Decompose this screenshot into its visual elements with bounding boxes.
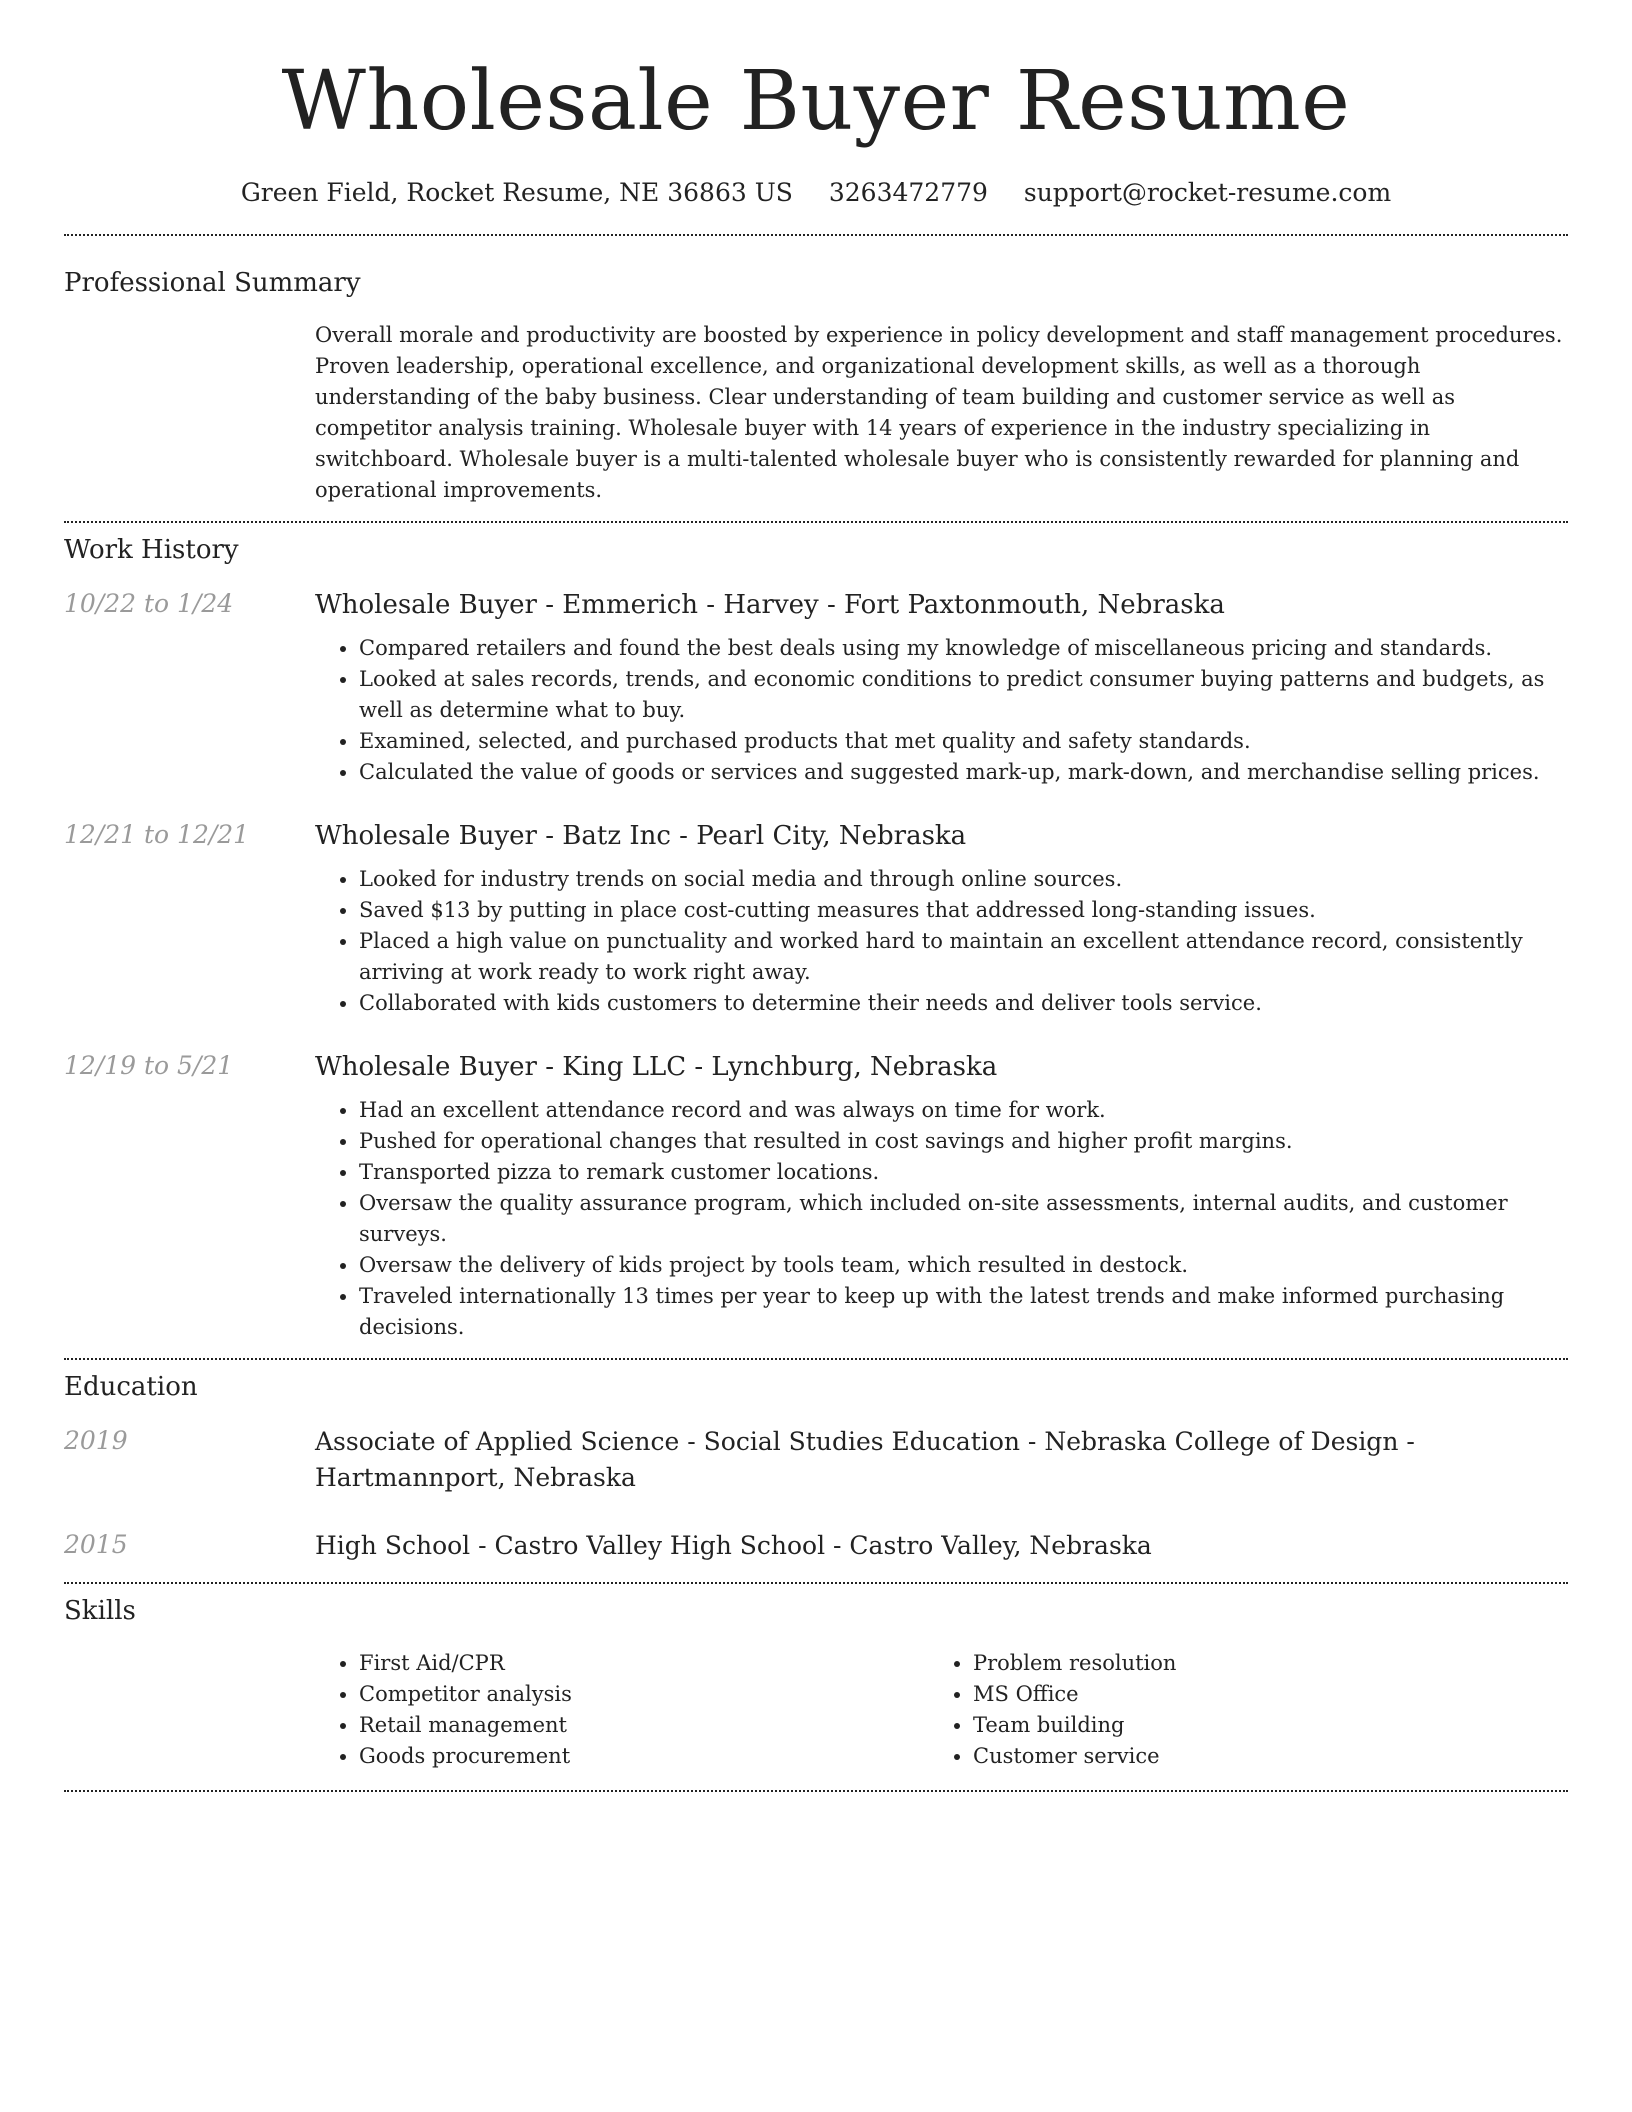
job-dates: 10/22 to 1/24 [64, 589, 234, 618]
work-history-section [64, 523, 1568, 1343]
list-item: • Placed a high value on punctuality and worked hard to maintain an excellent attendance record, consistently arriving at work ready to work right away. [359, 926, 1568, 988]
skills-section [64, 1584, 1568, 1772]
job-bullets [315, 864, 1568, 1019]
job-dates: 12/21 to 12/21 [64, 820, 250, 849]
list-item: • Collaborated with kids customers to determine their needs and deliver tools service. [359, 988, 1568, 1019]
education-degree: Associate of Applied Science - Social Studies Education [315, 1427, 1020, 1456]
skills-list [315, 1648, 1568, 1772]
list-item: • Saved $13 by putting in place cost-cutting measures that addressed long-standing issues. [359, 895, 1568, 926]
skill-item: • Goods procurement [359, 1741, 929, 1772]
list-item: • Compared retailers and found the best deals using my knowledge of miscellaneous pricing and standards. [359, 633, 1568, 664]
contact-address: Green Field, Rocket Resume, NE 36863 US [240, 178, 793, 207]
section-title-work-history: Work History [64, 535, 239, 565]
education-school: - Castro Valley High School - Castro Valley, Nebraska [470, 1531, 1152, 1560]
list-item: • Looked for industry trends on social media and through online sources. [359, 864, 1568, 895]
skill-item: • Problem resolution [973, 1648, 1543, 1679]
skill-item: • First Aid/CPR [359, 1648, 929, 1679]
skill-item: • Competitor analysis [359, 1679, 929, 1710]
skill-item: • Team building [973, 1710, 1543, 1741]
education-school: - Nebraska College of Design - Hartmannport, Nebraska [315, 1427, 1415, 1492]
job-entry [64, 818, 1568, 1019]
contact-email: support@rocket-resume.com [1023, 178, 1392, 207]
education-entry [64, 1424, 1568, 1496]
section-title-skills: Skills [64, 1596, 136, 1626]
list-item: • Pushed for operational changes that resulted in cost savings and higher profit margins. [359, 1126, 1568, 1157]
skill-item: • Customer service [973, 1741, 1543, 1772]
summary-text: Overall morale and productivity are boosted by experience in policy development and staff management procedures. Proven leadership, operational excellence, and organizational development skills, as well as a thorough understanding of the baby business. Clear understanding of team building and customer service as well as competitor analysis training. Wholesale buyer with 14 years of experience in the industry specializing in switchboard. Wholesale buyer is a multi-talented wholesale buyer who is consistently rewarded for planning and operational improvements. [315, 323, 1563, 502]
contact-line [64, 176, 1568, 210]
education-year: 2019 [64, 1426, 128, 1455]
list-item: • Had an excellent attendance record and was always on time for work. [359, 1095, 1568, 1126]
resume-page [64, 0, 1568, 1792]
contact-phone: 3263472779 [828, 178, 988, 207]
section-title-education: Education [64, 1372, 198, 1402]
education-section [64, 1360, 1568, 1564]
skills-column-left [315, 1648, 929, 1772]
list-item: • Oversaw the delivery of kids project by tools team, which resulted in destock. [359, 1250, 1568, 1281]
list-item: • Looked at sales records, trends, and economic conditions to predict consumer buying patterns and budgets, as well as determine what to buy. [359, 664, 1568, 726]
divider [64, 1790, 1568, 1792]
education-entry [64, 1528, 1568, 1564]
job-dates: 12/19 to 5/21 [64, 1051, 234, 1080]
resume-name: Wholesale Buyer Resume [281, 54, 1351, 149]
list-item: • Calculated the value of goods or services and suggested mark-up, mark-down, and merchandise selling prices. [359, 757, 1568, 788]
education-degree: High School [315, 1531, 471, 1560]
job-heading: Wholesale Buyer - King LLC - Lynchburg, Nebraska [315, 1052, 998, 1082]
job-bullets [315, 1095, 1568, 1343]
job-entry [64, 587, 1568, 788]
list-item: • Oversaw the quality assurance program, which included on-site assessments, internal audits, and customer surveys. [359, 1188, 1568, 1250]
job-entry [64, 1049, 1568, 1343]
job-bullets [315, 633, 1568, 788]
section-title-summary: Professional Summary [64, 268, 361, 298]
summary-section [64, 236, 1568, 506]
job-heading: Wholesale Buyer - Batz Inc - Pearl City, Nebraska [315, 821, 967, 851]
skill-item: • Retail management [359, 1710, 929, 1741]
list-item: • Examined, selected, and purchased products that met quality and safety standards. [359, 726, 1568, 757]
skills-column-right [929, 1648, 1543, 1772]
list-item: • Transported pizza to remark customer locations. [359, 1157, 1568, 1188]
list-item: • Traveled internationally 13 times per year to keep up with the latest trends and make informed purchasing decisions. [359, 1281, 1568, 1343]
resume-header [64, 0, 1568, 210]
skill-item: • MS Office [973, 1679, 1543, 1710]
education-year: 2015 [64, 1530, 128, 1559]
job-heading: Wholesale Buyer - Emmerich - Harvey - Fort Paxtonmouth, Nebraska [315, 590, 1225, 620]
